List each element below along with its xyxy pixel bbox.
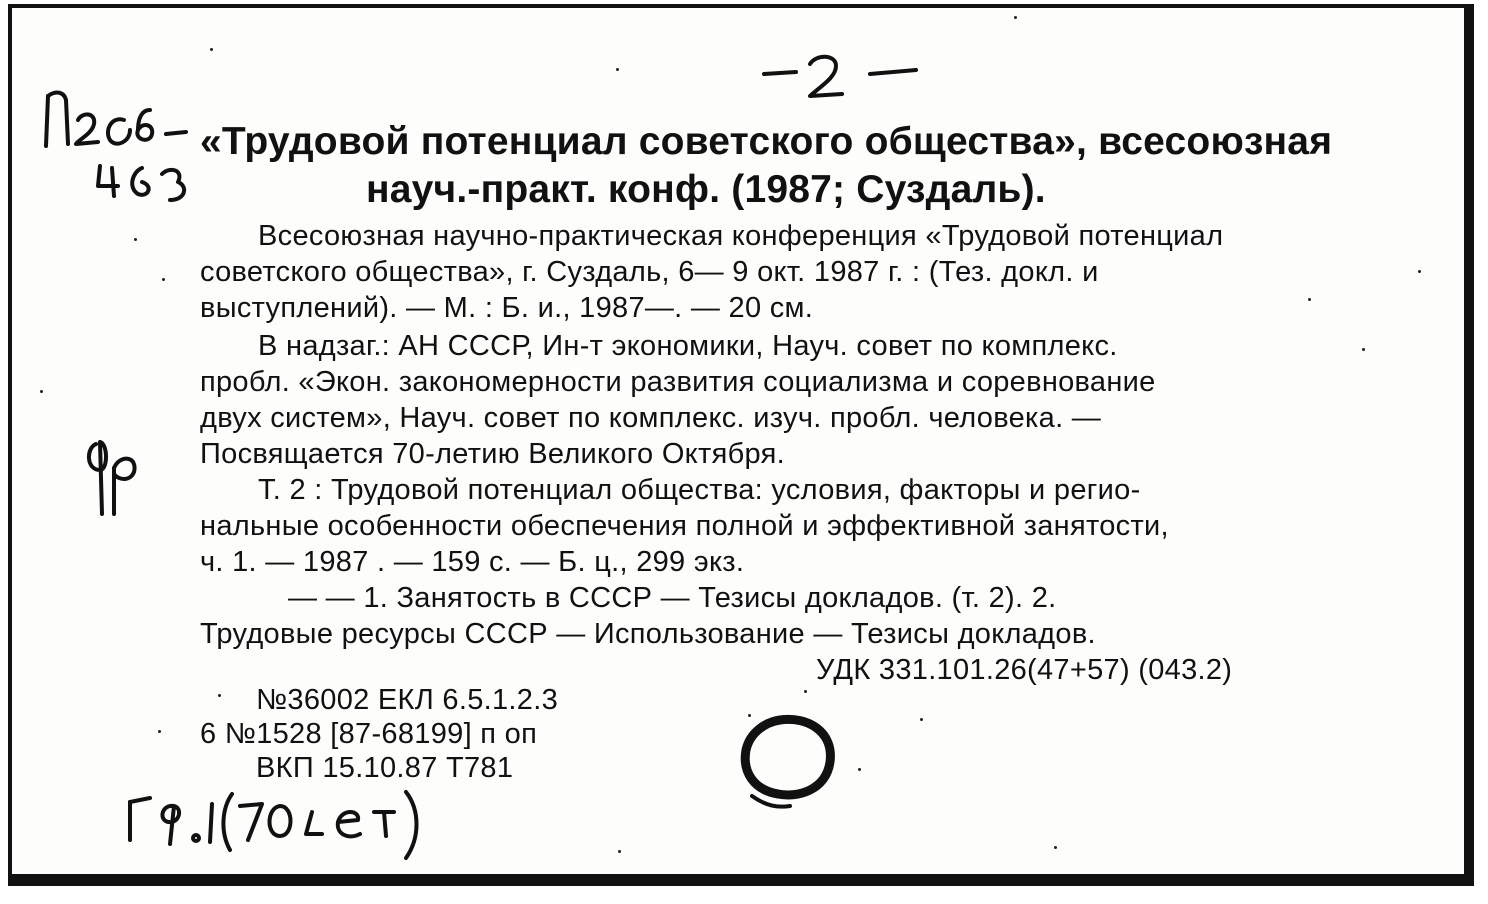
udc-code: УДК 331.101.26(47+57) (043.2) (816, 654, 1233, 686)
card-title-line-1: «Трудовой потенциал советского общества», всесоюзная (200, 120, 1333, 163)
description-line-2: советского общества», г. Суздаль, 6— 9 окт. 1987 г. : (Тез. докл. и (200, 256, 1099, 288)
volume-line-1: Т. 2 : Трудовой потенциал общества: условия, факторы и регио- (258, 474, 1141, 506)
catalog-card (8, 4, 1474, 886)
handwritten-classification (116, 778, 446, 868)
subjects-line-1: — — 1. Занятость в СССР — Тезисы докладов. (т. 2). 2. (288, 582, 1057, 614)
card-title-line-2: науч.-практ. конф. (1987; Суздаль). (366, 168, 1046, 211)
handwritten-circle-mark (718, 702, 858, 822)
catalog-number-3: ВКП 15.10.87 Т781 (256, 752, 514, 784)
handwritten-margin-mark (78, 424, 148, 524)
notes-line-2: пробл. «Экон. закономерности развития социализма и соревнование (200, 366, 1156, 398)
description-line-3: выступлений). — М. : Б. и., 1987—. — 20 см. (200, 292, 814, 324)
notes-line-3: двух систем», Науч. совет по комплекс. изуч. пробл. человека. — (200, 402, 1102, 434)
subjects-line-2: Трудовые ресурсы СССР — Использование — Тезисы докладов. (200, 618, 1096, 650)
handwritten-page-number (752, 48, 932, 108)
catalog-number-1: №36002 ЕКЛ 6.5.1.2.3 (256, 684, 559, 716)
catalog-number-2: 6 №1528 [87-68199] п оп (200, 718, 538, 750)
volume-line-2: нальные особенности обеспечения полной и эффективной занятости, (200, 510, 1169, 542)
notes-line-4: Посвящается 70-летию Великого Октября. (200, 438, 785, 470)
description-line-1: Всесоюзная научно-практическая конференция «Трудовой потенциал (258, 220, 1224, 252)
notes-line-1: В надзаг.: АН СССР, Ин-т экономики, Науч. совет по комплекс. (258, 330, 1118, 362)
volume-line-3: ч. 1. — 1987 . — 159 с. — Б. ц., 299 экз. (200, 546, 745, 578)
